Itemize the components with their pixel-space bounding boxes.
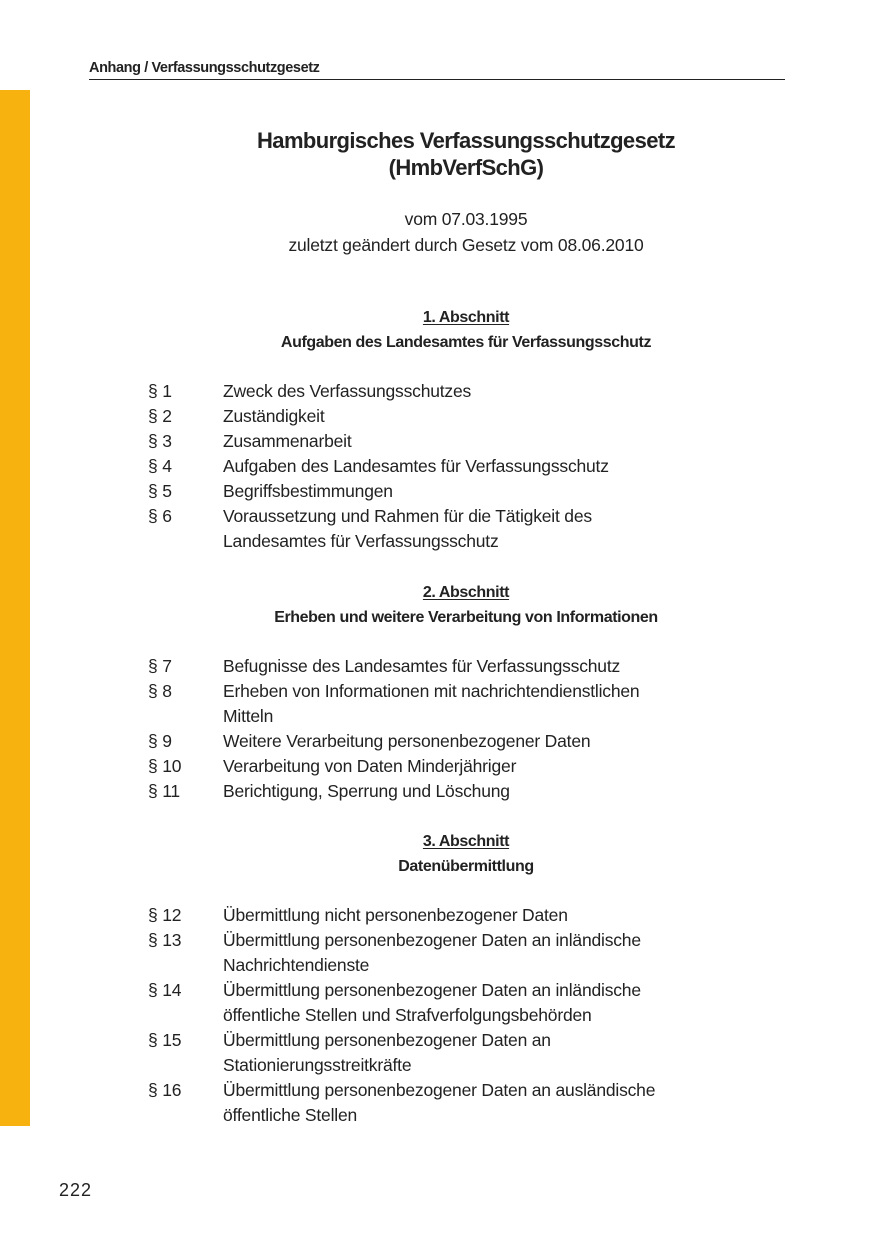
toc-item: § 6 Voraussetzung und Rahmen für die Tätigkeit des Landesamtes für Verfassungsschutz (148, 506, 592, 551)
section-heading-2 (130, 580, 802, 630)
section-heading-3 (130, 829, 802, 879)
date-line-2: zuletzt geändert durch Gesetz vom 08.06.2010 (288, 235, 644, 255)
toc-item: § 8 Erheben von Informationen mit nachrichtendienstlichen Mitteln (148, 681, 640, 726)
toc-item: § 7 Befugnisse des Landesamtes für Verfassungsschutz (148, 656, 621, 676)
toc-item: § 3 Zusammenarbeit (148, 431, 352, 451)
toc-item: § 2 Zuständigkeit (148, 406, 325, 426)
toc-item: § 5 Begriffsbestimmungen (148, 481, 393, 501)
toc-item: § 10 Verarbeitung von Daten Minderjähriger (148, 756, 517, 776)
section-title: Datenübermittlung (398, 858, 534, 875)
section-number: 2. Abschnitt (422, 584, 510, 601)
document-date (130, 206, 802, 258)
toc-item: § 16 Übermittlung personenbezogener Daten an ausländische öffentliche Stellen (148, 1080, 656, 1125)
date-line-1: vom 07.03.1995 (404, 209, 528, 229)
toc-item: § 11 Berichtigung, Sperrung und Löschung (148, 781, 510, 801)
title-line-2: (HmbVerfSchG) (388, 155, 544, 180)
toc-section-2 (148, 654, 788, 804)
toc-item: § 1 Zweck des Verfassungsschutzes (148, 381, 472, 401)
toc-item: § 4 Aufgaben des Landesamtes für Verfassungsschutz (148, 456, 609, 476)
section-heading-1 (130, 305, 802, 355)
accent-side-bar (0, 90, 30, 1126)
toc-section-3 (148, 903, 788, 1128)
toc-section-1 (148, 379, 788, 554)
toc-item: § 14 Übermittlung personenbezogener Daten an inländische öffentliche Stellen und Strafverfolgungsbehörden (148, 980, 641, 1025)
toc-item: § 13 Übermittlung personenbezogener Daten an inländische Nachrichtendienste (148, 930, 641, 975)
document-title (130, 127, 802, 181)
section-title: Erheben und weitere Verarbeitung von Informationen (274, 609, 658, 626)
page-number: 222 (59, 1180, 93, 1200)
section-number: 1. Abschnitt (422, 309, 510, 326)
title-line-1: Hamburgisches Verfassungsschutzgesetz (257, 128, 675, 153)
toc-item: § 9 Weitere Verarbeitung personenbezogener Daten (148, 731, 591, 751)
toc-item: § 15 Übermittlung personenbezogener Daten an Stationierungsstreitkräfte (148, 1030, 551, 1075)
section-title: Aufgaben des Landesamtes für Verfassungsschutz (280, 334, 652, 351)
toc-item: § 12 Übermittlung nicht personenbezogener Daten (148, 905, 568, 925)
running-head: Anhang / Verfassungsschutzgesetz (89, 60, 785, 80)
section-number: 3. Abschnitt (422, 833, 510, 850)
